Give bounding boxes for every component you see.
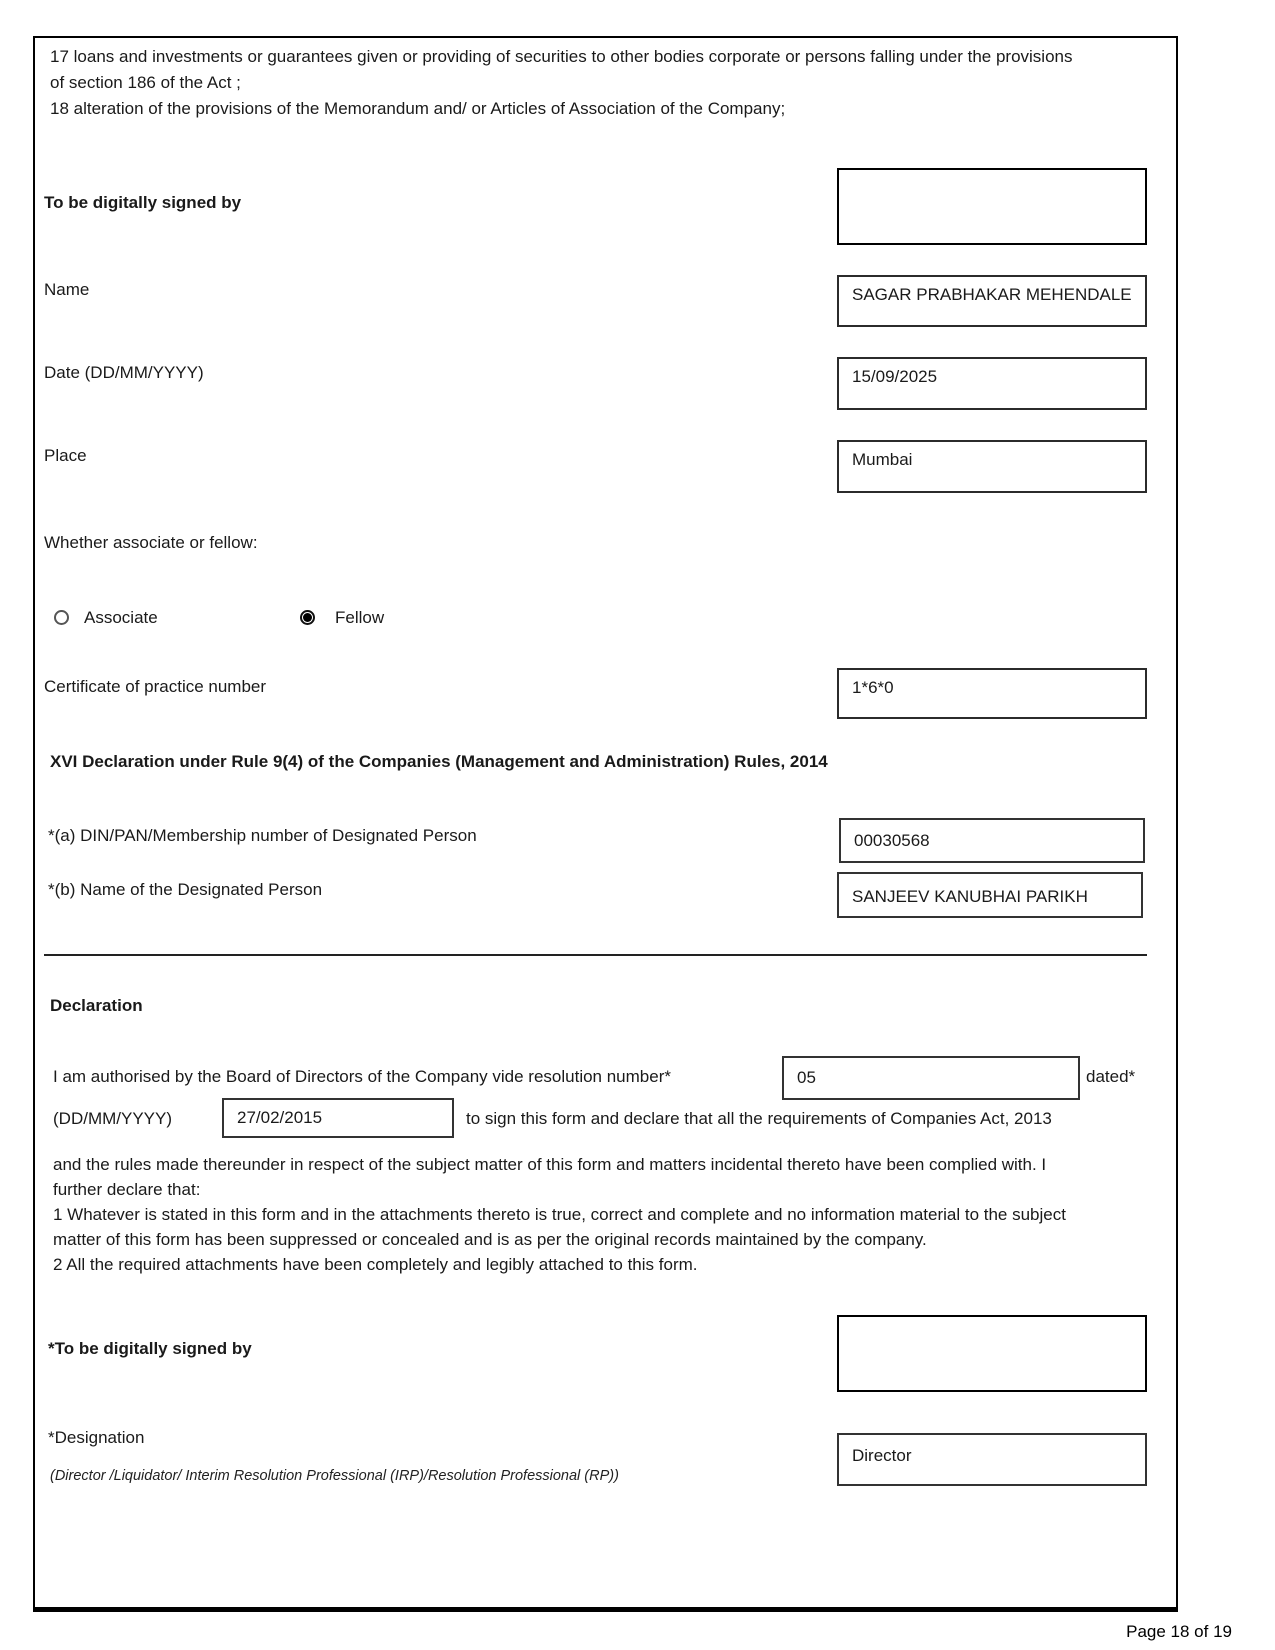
declaration-item-2: 2 All the required attachments have been completely and legibly attached to this form. — [53, 1255, 698, 1274]
declaration-body — [53, 1152, 1098, 1277]
date-format-label: (DD/MM/YYYY) — [53, 1109, 172, 1128]
cop-value: 1*6*0 — [852, 678, 894, 697]
designation-field[interactable] — [837, 1433, 1147, 1486]
resolution-date-field[interactable] — [222, 1098, 454, 1138]
associate-radio-label: Associate — [84, 608, 158, 627]
name-field[interactable] — [837, 275, 1147, 327]
declaration-heading: Declaration — [50, 996, 143, 1015]
designated-person-name-value: SANJEEV KANUBHAI PARIKH — [852, 887, 1088, 906]
fellow-radio-label: Fellow — [335, 608, 385, 627]
designation-label: *Designation — [48, 1428, 145, 1447]
fellow-radio[interactable] — [300, 610, 315, 625]
rule-declaration-heading: XVI Declaration under Rule 9(4) of the Companies (Management and Administration) Rules, 2014 — [50, 752, 828, 771]
resolution-date-value: 27/02/2015 — [237, 1108, 323, 1127]
cop-label: Certificate of practice number — [44, 677, 267, 696]
place-value: Mumbai — [852, 450, 913, 469]
resolution-number-field[interactable] — [782, 1056, 1080, 1100]
din-field[interactable] — [839, 818, 1145, 863]
date-value: 15/09/2025 — [852, 367, 938, 386]
section-divider — [44, 954, 1147, 956]
designation-note: (Director /Liquidator/ Interim Resolution Professional (IRP)/Resolution Professional (RP)) — [50, 1468, 619, 1484]
resolution-number-value: 05 — [797, 1068, 816, 1087]
date-label: Date (DD/MM/YYYY) — [44, 363, 204, 382]
name-value: SAGAR PRABHAKAR MEHENDALE — [852, 285, 1132, 304]
place-field[interactable] — [837, 440, 1147, 493]
designated-person-name-field[interactable] — [837, 872, 1143, 918]
declaration-item-1: 1 Whatever is stated in this form and in the attachments thereto is true, correct and complete and no information material to the subject matter of this form has been suppressed or concealed and is as per the original records maintained by the company. — [53, 1205, 1066, 1249]
designation-value: Director — [852, 1446, 912, 1465]
authorised-text: I am authorised by the Board of Directors of the Company vide resolution number* — [53, 1067, 671, 1086]
date-field[interactable] — [837, 357, 1147, 410]
associate-radio[interactable] — [54, 610, 69, 625]
declaration-signed-by-label: *To be digitally signed by — [48, 1339, 252, 1358]
declaration-body-intro: and the rules made thereunder in respect of the subject matter of this form and matters incidental thereto have been complied with. I further declare that: — [53, 1155, 1047, 1199]
signed-by-label: To be digitally signed by — [44, 193, 242, 212]
page-number: Page 18 of 19 — [1126, 1622, 1232, 1641]
membership-question-label: Whether associate or fellow: — [44, 533, 258, 552]
sign-text: to sign this form and declare that all the requirements of Companies Act, 2013 — [466, 1109, 1052, 1128]
intro-items — [50, 44, 1080, 122]
intro-item-18: 18 alteration of the provisions of the Memorandum and/ or Articles of Association of the Company; — [50, 99, 786, 118]
din-value: 00030568 — [854, 831, 930, 850]
place-label: Place — [44, 446, 87, 465]
declaration-signature-box[interactable] — [837, 1315, 1147, 1392]
din-label: *(a) DIN/PAN/Membership number of Designated Person — [48, 826, 477, 845]
cop-field[interactable] — [837, 668, 1147, 719]
designated-person-name-label: *(b) Name of the Designated Person — [48, 880, 323, 899]
name-label: Name — [44, 280, 90, 299]
digital-signature-box[interactable] — [837, 168, 1147, 245]
intro-item-17: 17 loans and investments or guarantees given or providing of securities to other bodies corporate or persons falling under the provisions of section 186 of the Act ; — [50, 47, 1073, 92]
dated-label: dated* — [1086, 1067, 1136, 1086]
